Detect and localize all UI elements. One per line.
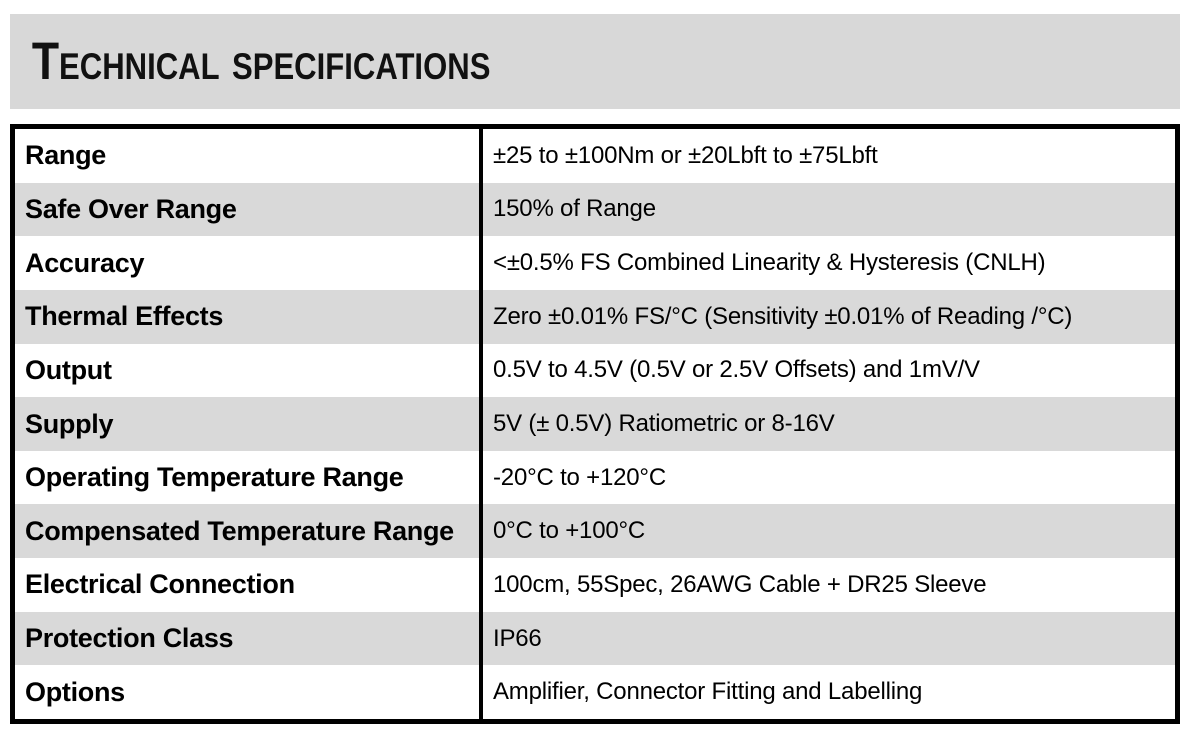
spec-value: IP66: [493, 624, 542, 652]
spec-value: 0°C to +100°C: [493, 517, 646, 545]
spec-label: Supply: [15, 397, 483, 451]
spec-value: 5V (± 0.5V) Ratiometric or 8-16V: [493, 410, 835, 438]
spec-label: Output: [15, 344, 483, 398]
table-row: [15, 290, 1175, 344]
spec-label: Thermal Effects: [15, 290, 483, 344]
spec-label: Options: [15, 665, 483, 719]
table-row: [15, 129, 1175, 183]
spec-value: Zero ±0.01% FS/°C (Sensitivity ±0.01% of Reading /°C): [493, 302, 1073, 330]
table-row: [15, 665, 1175, 719]
table-row: [15, 183, 1175, 237]
table-row: [15, 612, 1175, 666]
table-row: [15, 236, 1175, 290]
table-row: [15, 451, 1175, 505]
spec-label: Accuracy: [15, 236, 483, 290]
spec-value: 0.5V to 4.5V (0.5V or 2.5V Offsets) and 1mV/V: [493, 356, 980, 384]
header-banner: [10, 14, 1180, 109]
spec-label: Range: [15, 129, 483, 183]
spec-table: [10, 124, 1180, 724]
spec-value: 150% of Range: [493, 195, 656, 223]
spec-label: Operating Temperature Range: [15, 451, 483, 505]
spec-value: -20°C to +120°C: [493, 463, 666, 491]
page-title: Technical specifications: [31, 32, 491, 91]
table-row: [15, 504, 1175, 558]
spec-value: Amplifier, Connector Fitting and Labelling: [493, 678, 923, 706]
spec-label: Safe Over Range: [15, 183, 483, 237]
table-row: [15, 344, 1175, 398]
spec-label: Protection Class: [15, 612, 483, 666]
table-row: [15, 397, 1175, 451]
table-row: [15, 558, 1175, 612]
spec-value: <±0.5% FS Combined Linearity & Hysteresis (CNLH): [493, 249, 1046, 277]
spec-value: ±25 to ±100Nm or ±20Lbft to ±75Lbft: [493, 141, 878, 169]
spec-value: 100cm, 55Spec, 26AWG Cable + DR25 Sleeve: [493, 570, 987, 598]
spec-label: Electrical Connection: [15, 558, 483, 612]
spec-label: Compensated Temperature Range: [15, 504, 483, 558]
